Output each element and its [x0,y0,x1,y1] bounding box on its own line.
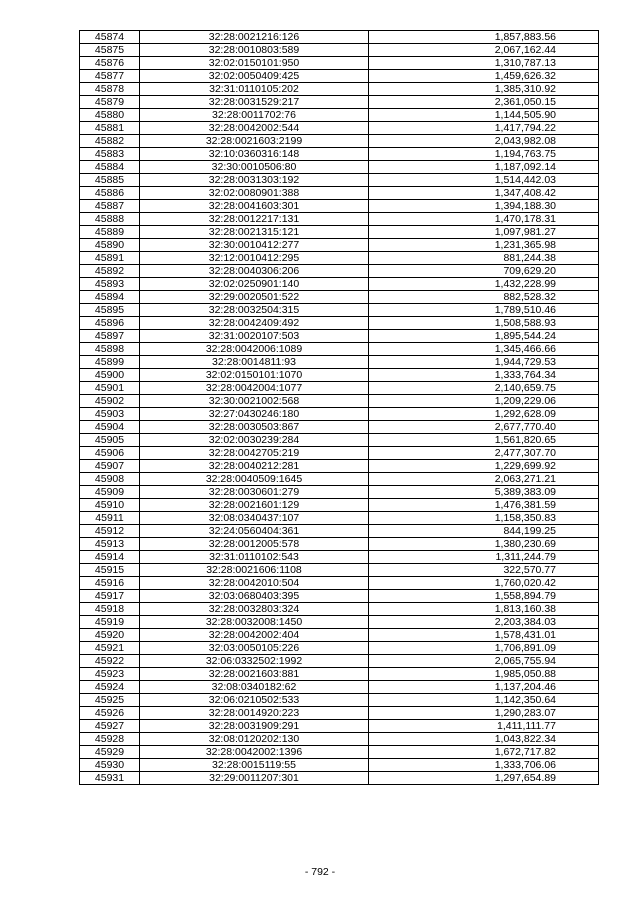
row-id-cell: 45881 [80,122,140,135]
row-id-cell: 45891 [80,252,140,265]
row-id-cell: 45911 [80,512,140,525]
table-row [80,408,599,421]
amount-cell: 1,417,794.22 [369,122,599,135]
table-row [80,239,599,252]
table-row [80,707,599,720]
amount-cell: 1,561,820.65 [369,434,599,447]
row-id-cell: 45924 [80,681,140,694]
amount-cell: 1,043,822.34 [369,733,599,746]
amount-cell: 1,187,092.14 [369,161,599,174]
table-row [80,694,599,707]
table-row [80,343,599,356]
cadastral-number-cell: 32:30:0010412:277 [140,239,369,252]
cadastral-number-cell: 32:28:0042002:544 [140,122,369,135]
cadastral-number-cell: 32:28:0031529:217 [140,96,369,109]
row-id-cell: 45882 [80,135,140,148]
table-row [80,278,599,291]
table-row [80,291,599,304]
amount-cell: 2,677,770.40 [369,421,599,434]
cadastral-number-cell: 32:31:0110102:543 [140,551,369,564]
row-id-cell: 45926 [80,707,140,720]
cadastral-number-cell: 32:28:0014811:93 [140,356,369,369]
amount-cell: 1,137,204.46 [369,681,599,694]
amount-cell: 1,514,442.03 [369,174,599,187]
table-row [80,83,599,96]
table-row [80,603,599,616]
table-row [80,174,599,187]
row-id-cell: 45889 [80,226,140,239]
amount-cell: 1,508,588.93 [369,317,599,330]
cadastral-number-cell: 32:06:0332502:1992 [140,655,369,668]
cadastral-number-cell: 32:28:0030601:279 [140,486,369,499]
amount-cell: 2,043,982.08 [369,135,599,148]
table-row [80,486,599,499]
amount-cell: 322,570.77 [369,564,599,577]
row-id-cell: 45883 [80,148,140,161]
table-row [80,499,599,512]
amount-cell: 844,199.25 [369,525,599,538]
amount-cell: 1,297,654.89 [369,772,599,785]
amount-cell: 882,528.32 [369,291,599,304]
row-id-cell: 45914 [80,551,140,564]
row-id-cell: 45879 [80,96,140,109]
amount-cell: 1,578,431.01 [369,629,599,642]
table-row [80,577,599,590]
row-id-cell: 45925 [80,694,140,707]
cadastral-number-cell: 32:28:0032504:315 [140,304,369,317]
row-id-cell: 45901 [80,382,140,395]
amount-cell: 1,789,510.46 [369,304,599,317]
table-row [80,447,599,460]
table-row [80,720,599,733]
row-id-cell: 45909 [80,486,140,499]
table-row [80,161,599,174]
amount-cell: 881,244.38 [369,252,599,265]
row-id-cell: 45895 [80,304,140,317]
table-row [80,70,599,83]
amount-cell: 1,333,764.34 [369,369,599,382]
cadastral-number-cell: 32:02:0250901:140 [140,278,369,291]
cadastral-number-cell: 32:28:0011702:76 [140,109,369,122]
amount-cell: 1,558,894.79 [369,590,599,603]
amount-cell: 1,706,891.09 [369,642,599,655]
row-id-cell: 45903 [80,408,140,421]
amount-cell: 2,063,271.21 [369,473,599,486]
row-id-cell: 45907 [80,460,140,473]
table-row [80,473,599,486]
cadastral-number-cell: 32:28:0042002:1396 [140,746,369,759]
amount-cell: 1,459,626.32 [369,70,599,83]
table-row [80,304,599,317]
row-id-cell: 45910 [80,499,140,512]
cadastral-number-cell: 32:08:0340182:62 [140,681,369,694]
row-id-cell: 45920 [80,629,140,642]
amount-cell: 1,347,408.42 [369,187,599,200]
table-row [80,57,599,70]
amount-cell: 1,333,706.06 [369,759,599,772]
row-id-cell: 45915 [80,564,140,577]
cadastral-number-cell: 32:30:0010506:80 [140,161,369,174]
cadastral-number-cell: 32:28:0042004:1077 [140,382,369,395]
row-id-cell: 45885 [80,174,140,187]
amount-cell: 2,140,659.75 [369,382,599,395]
amount-cell: 1,411,111.77 [369,720,599,733]
cadastral-number-cell: 32:30:0021002:568 [140,395,369,408]
row-id-cell: 45878 [80,83,140,96]
amount-cell: 1,895,544.24 [369,330,599,343]
table-row [80,187,599,200]
row-id-cell: 45893 [80,278,140,291]
table-row [80,122,599,135]
table-row [80,382,599,395]
cadastral-number-cell: 32:29:0011207:301 [140,772,369,785]
cadastral-number-cell: 32:28:0021315:121 [140,226,369,239]
amount-cell: 1,345,466.66 [369,343,599,356]
row-id-cell: 45880 [80,109,140,122]
row-id-cell: 45922 [80,655,140,668]
row-id-cell: 45929 [80,746,140,759]
table-row [80,226,599,239]
amount-cell: 1,476,381.59 [369,499,599,512]
amount-cell: 2,067,162.44 [369,44,599,57]
table-row [80,525,599,538]
table-row [80,746,599,759]
cadastral-number-cell: 32:28:0042006:1089 [140,343,369,356]
table-row [80,44,599,57]
cadastral-number-cell: 32:28:0012217:131 [140,213,369,226]
row-id-cell: 45890 [80,239,140,252]
table-row [80,551,599,564]
table-row [80,681,599,694]
cadastral-number-cell: 32:02:0030239:284 [140,434,369,447]
amount-cell: 2,065,755.94 [369,655,599,668]
row-id-cell: 45902 [80,395,140,408]
amount-cell: 1,944,729.53 [369,356,599,369]
cadastral-number-cell: 32:28:0021601:129 [140,499,369,512]
cadastral-number-cell: 32:12:0010412:295 [140,252,369,265]
table-row [80,265,599,278]
row-id-cell: 45917 [80,590,140,603]
table-row [80,395,599,408]
row-id-cell: 45916 [80,577,140,590]
row-id-cell: 45884 [80,161,140,174]
amount-cell: 1,310,787.13 [369,57,599,70]
amount-cell: 1,432,228.99 [369,278,599,291]
cadastral-number-cell: 32:02:0150101:950 [140,57,369,70]
amount-cell: 2,361,050.15 [369,96,599,109]
amount-cell: 1,194,763.75 [369,148,599,161]
row-id-cell: 45900 [80,369,140,382]
cadastral-number-cell: 32:24:0560404:361 [140,525,369,538]
cadastral-number-cell: 32:28:0021606:1108 [140,564,369,577]
cadastral-number-cell: 32:31:0110105:202 [140,83,369,96]
cadastral-number-cell: 32:02:0150101:1070 [140,369,369,382]
amount-cell: 1,385,310.92 [369,83,599,96]
row-id-cell: 45923 [80,668,140,681]
table-row [80,616,599,629]
amount-cell: 1,158,350.83 [369,512,599,525]
table-row [80,629,599,642]
cadastral-number-cell: 32:28:0015119:55 [140,759,369,772]
row-id-cell: 45918 [80,603,140,616]
row-id-cell: 45886 [80,187,140,200]
amount-cell: 1,144,505.90 [369,109,599,122]
cadastral-number-cell: 32:03:0050105:226 [140,642,369,655]
row-id-cell: 45875 [80,44,140,57]
row-id-cell: 45896 [80,317,140,330]
cadastral-number-cell: 32:28:0031909:291 [140,720,369,733]
table-row [80,31,599,44]
cadastral-number-cell: 32:28:0014920:223 [140,707,369,720]
amount-cell: 1,470,178.31 [369,213,599,226]
table-row [80,96,599,109]
row-id-cell: 45930 [80,759,140,772]
row-id-cell: 45912 [80,525,140,538]
amount-cell: 2,477,307.70 [369,447,599,460]
row-id-cell: 45897 [80,330,140,343]
table-row [80,538,599,551]
table-row [80,317,599,330]
table-row [80,356,599,369]
table-row [80,668,599,681]
amount-cell: 1,380,230.69 [369,538,599,551]
row-id-cell: 45894 [80,291,140,304]
cadastral-number-cell: 32:28:0021603:881 [140,668,369,681]
row-id-cell: 45919 [80,616,140,629]
cadastral-number-cell: 32:28:0032008:1450 [140,616,369,629]
cadastral-number-cell: 32:27:0430246:180 [140,408,369,421]
amount-cell: 1,231,365.98 [369,239,599,252]
amount-cell: 5,389,383.09 [369,486,599,499]
cadastral-number-cell: 32:28:0030503:867 [140,421,369,434]
amount-cell: 1,672,717.82 [369,746,599,759]
cadastral-number-cell: 32:28:0012005:578 [140,538,369,551]
row-id-cell: 45888 [80,213,140,226]
row-id-cell: 45898 [80,343,140,356]
table-row [80,590,599,603]
row-id-cell: 45877 [80,70,140,83]
cadastral-number-cell: 32:28:0042409:492 [140,317,369,330]
cadastral-number-cell: 32:08:0120202:130 [140,733,369,746]
table-row [80,369,599,382]
cadastral-number-cell: 32:02:0050409:425 [140,70,369,83]
table-row [80,200,599,213]
cadastral-number-cell: 32:06:0210502:533 [140,694,369,707]
row-id-cell: 45899 [80,356,140,369]
cadastral-number-cell: 32:10:0360316:148 [140,148,369,161]
row-id-cell: 45892 [80,265,140,278]
cadastral-number-cell: 32:28:0042010:504 [140,577,369,590]
row-id-cell: 45904 [80,421,140,434]
cadastral-number-cell: 32:03:0680403:395 [140,590,369,603]
cadastral-number-cell: 32:28:0040306:206 [140,265,369,278]
cadastral-number-cell: 32:28:0042002:404 [140,629,369,642]
amount-cell: 1,292,628.09 [369,408,599,421]
table-row [80,109,599,122]
row-id-cell: 45913 [80,538,140,551]
page-number: - 792 - [304,866,336,878]
data-table [79,30,599,785]
amount-cell: 1,142,350.64 [369,694,599,707]
table-row [80,512,599,525]
cadastral-number-cell: 32:31:0020107:503 [140,330,369,343]
table-row [80,330,599,343]
row-id-cell: 45927 [80,720,140,733]
table-row [80,421,599,434]
row-id-cell: 45908 [80,473,140,486]
cadastral-number-cell: 32:29:0020501:522 [140,291,369,304]
amount-cell: 1,290,283.07 [369,707,599,720]
table-row [80,759,599,772]
row-id-cell: 45906 [80,447,140,460]
table-row [80,772,599,785]
table-row [80,733,599,746]
cadastral-number-cell: 32:28:0021603:2199 [140,135,369,148]
cadastral-number-cell: 32:02:0080901:388 [140,187,369,200]
row-id-cell: 45874 [80,31,140,44]
amount-cell: 1,097,981.27 [369,226,599,239]
amount-cell: 1,813,160.38 [369,603,599,616]
amount-cell: 1,311,244.79 [369,551,599,564]
table-row [80,213,599,226]
table-body [80,31,599,785]
table-row [80,460,599,473]
cadastral-number-cell: 32:28:0032803:324 [140,603,369,616]
cadastral-number-cell: 32:08:0340437:107 [140,512,369,525]
cadastral-number-cell: 32:28:0021216:126 [140,31,369,44]
cadastral-number-cell: 32:28:0010803:589 [140,44,369,57]
amount-cell: 1,985,050.88 [369,668,599,681]
row-id-cell: 45921 [80,642,140,655]
amount-cell: 2,203,384.03 [369,616,599,629]
amount-cell: 1,209,229.06 [369,395,599,408]
table-row [80,148,599,161]
amount-cell: 1,394,188.30 [369,200,599,213]
amount-cell: 709,629.20 [369,265,599,278]
cadastral-number-cell: 32:28:0042705:219 [140,447,369,460]
cadastral-number-cell: 32:28:0031303:192 [140,174,369,187]
cadastral-number-cell: 32:28:0041603:301 [140,200,369,213]
table-row [80,642,599,655]
table-row [80,252,599,265]
cadastral-number-cell: 32:28:0040509:1645 [140,473,369,486]
row-id-cell: 45931 [80,772,140,785]
amount-cell: 1,229,699.92 [369,460,599,473]
row-id-cell: 45905 [80,434,140,447]
amount-cell: 1,760,020.42 [369,577,599,590]
table-row [80,135,599,148]
row-id-cell: 45928 [80,733,140,746]
table-row [80,434,599,447]
amount-cell: 1,857,883.56 [369,31,599,44]
table-row [80,655,599,668]
table-row [80,564,599,577]
cadastral-number-cell: 32:28:0040212:281 [140,460,369,473]
row-id-cell: 45876 [80,57,140,70]
row-id-cell: 45887 [80,200,140,213]
